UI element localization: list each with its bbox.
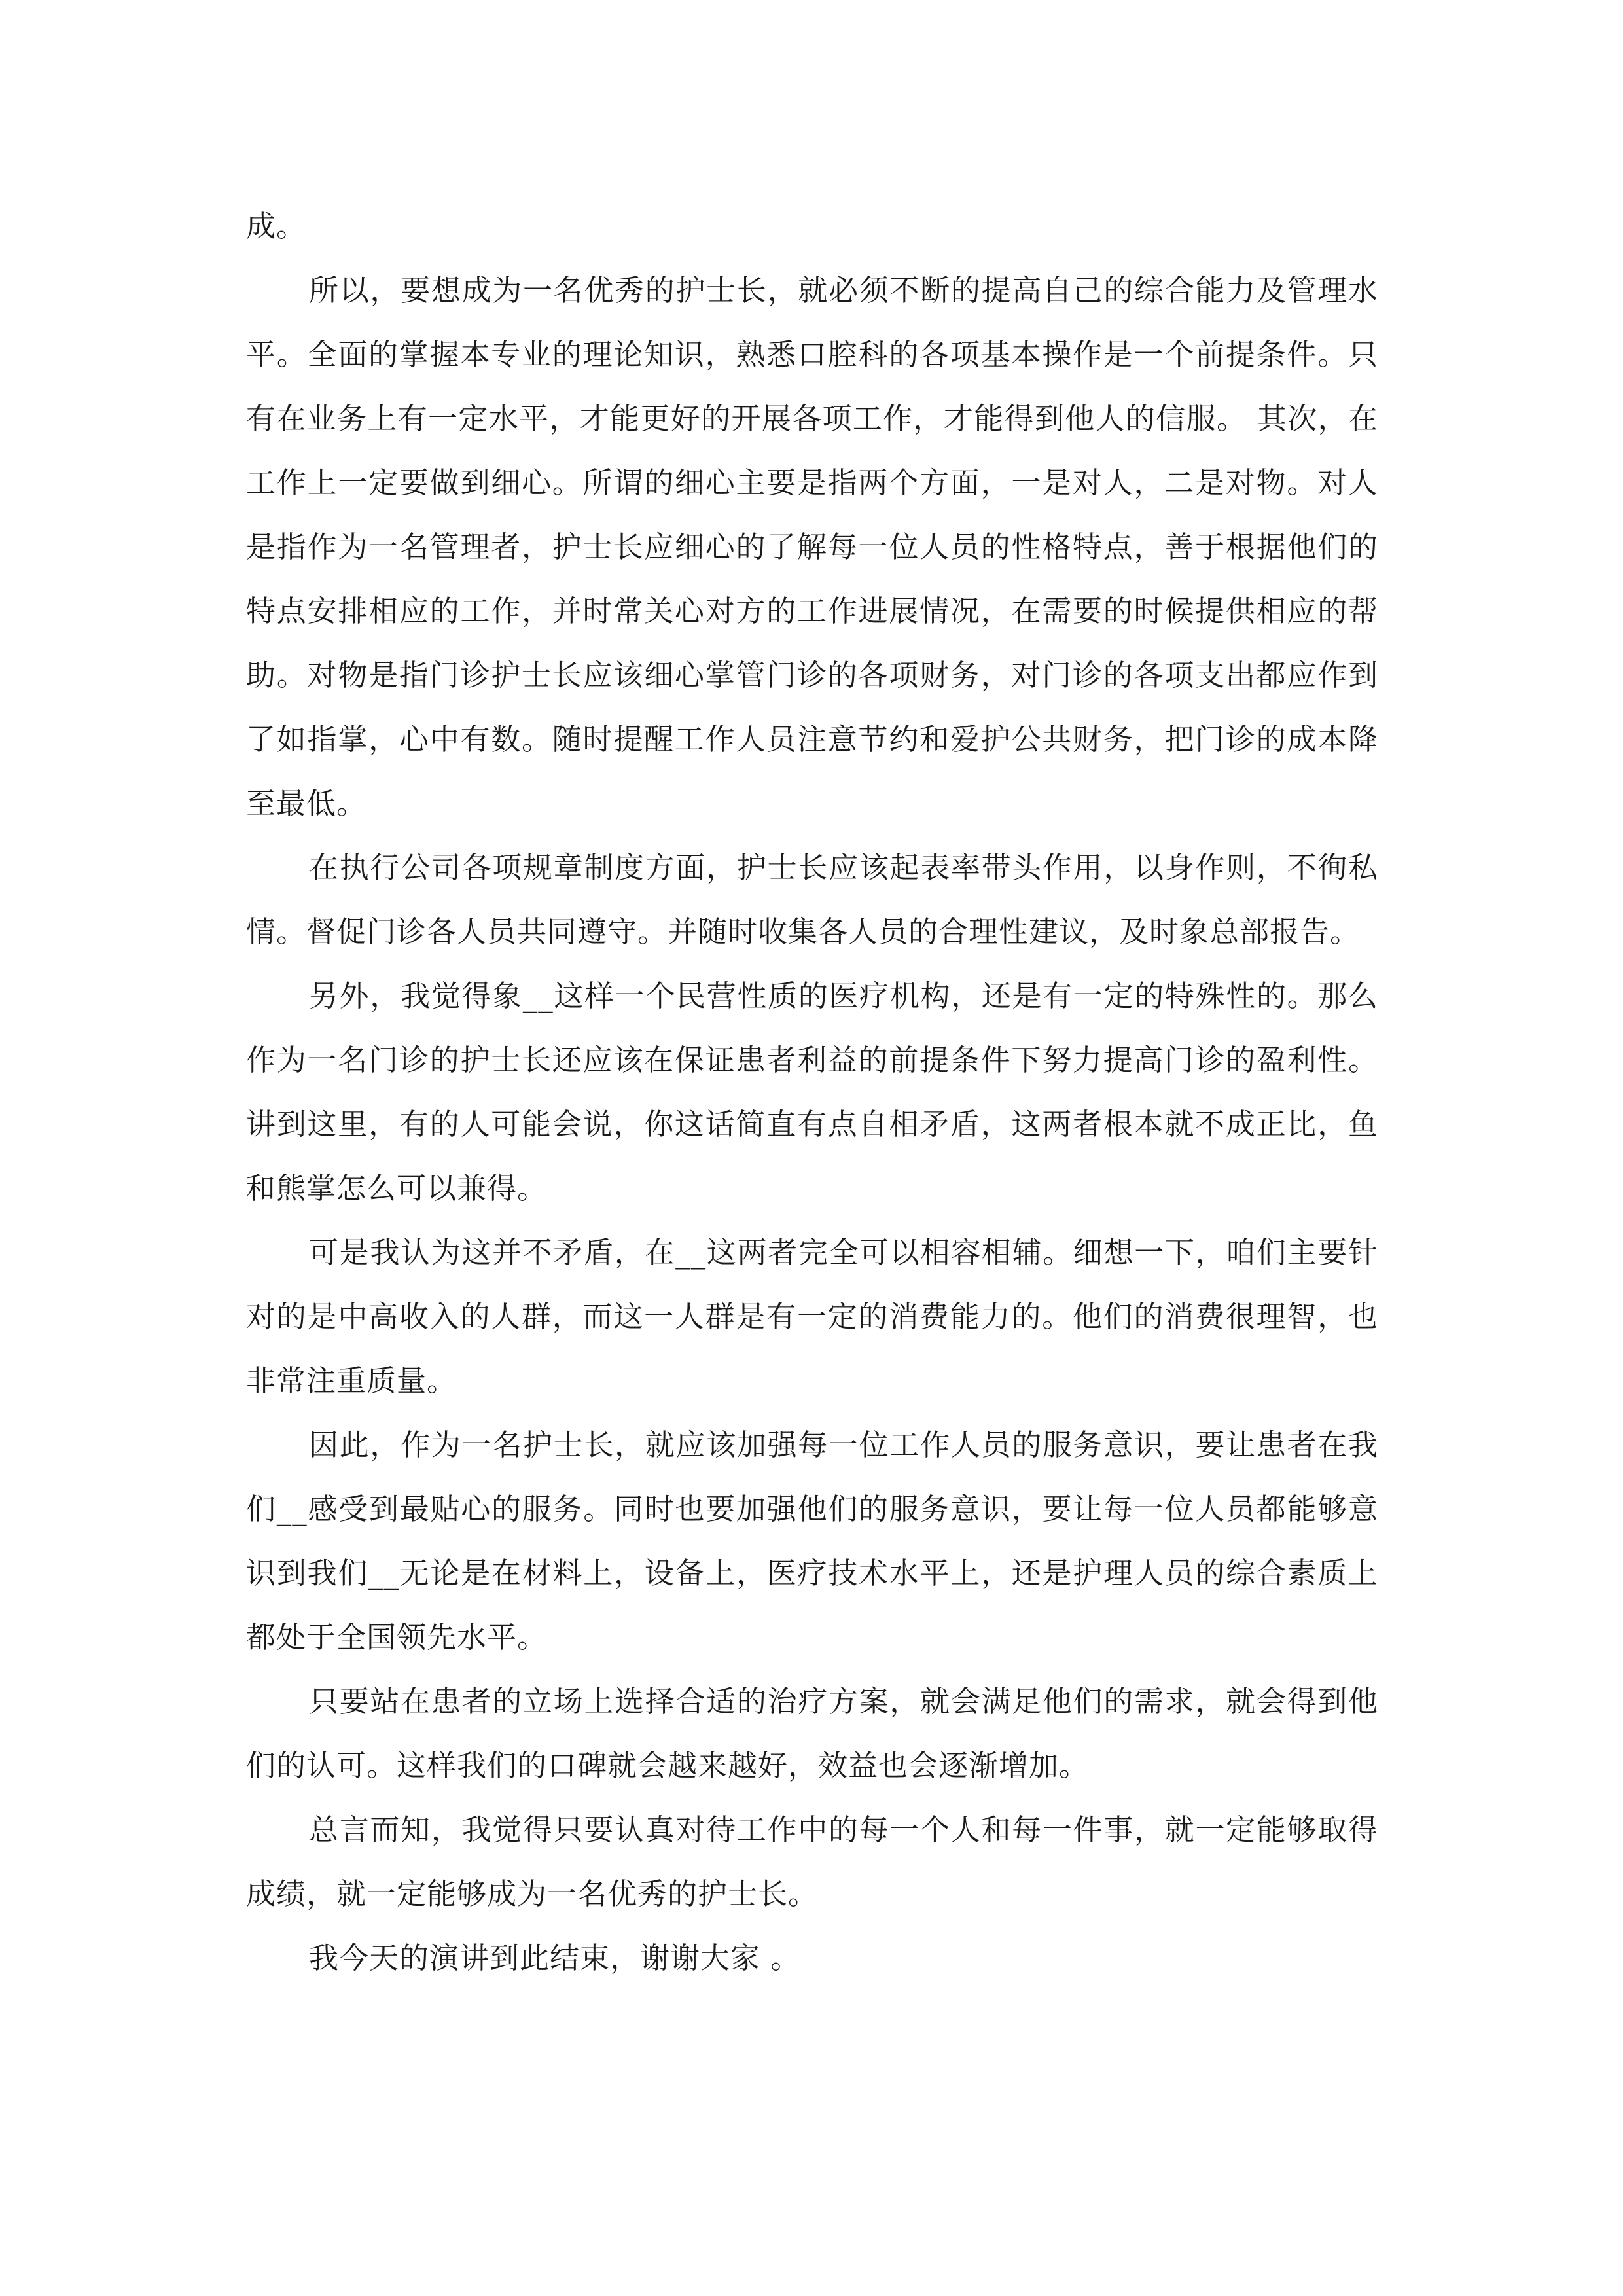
paragraph-1: 成。 [246, 209, 307, 243]
paragraph-6: 因此，作为一名护士长，就应该加强每一位工作人员的服务意识，要让患者在我们__感受到最贴心的服务。同时也要加强他们的服务意识，要让每一位人员都能够意识到我们__无论是在材料上，设备上，医疗技术水平上，还是护理人员的综合素质上都处于全国领先水平。 [246, 1427, 1378, 1655]
document-body [246, 194, 1378, 1990]
paragraph-9: 我今天的演讲到此结束，谢谢大家 。 [309, 1941, 801, 1975]
paragraph-2: 所以，要想成为一名优秀的护士长，就必须不断的提高自己的综合能力及管理水平。全面的掌握本专业的理论知识，熟悉口腔科的各项基本操作是一个前提条件。只有在业务上有一定水平，才能更好的开展各项工作，才能得到他人的信服。 其次，在工作上一定要做到细心。所谓的细心主要是指两个方面，一是对人，二是对物。对人是指作为一名管理者，护士长应细心的了解每一位人员的性格特点，善于根据他们的特点安排相应的工作，并时常关心对方的工作进展情况，在需要的时候提供相应的帮助。对物是指门诊护士长应该细心掌管门诊的各项财务，对门诊的各项支出都应作到了如指掌，心中有数。随时提醒工作人员注意节约和爱护公共财务，把门诊的成本降至最低。 [246, 273, 1378, 821]
paragraph-8: 总言而知，我觉得只要认真对待工作中的每一个人和每一件事，就一定能够取得成绩，就一定能够成为一名优秀的护士长。 [246, 1812, 1378, 1911]
paragraph-3: 在执行公司各项规章制度方面，护士长应该起表率带头作用，以身作则，不徇私情。督促门诊各人员共同遵守。并随时收集各人员的合理性建议，及时象总部报告。 [246, 850, 1378, 949]
paragraph-7: 只要站在患者的立场上选择合适的治疗方案，就会满足他们的需求，就会得到他们的认可。这样我们的口碑就会越来越好，效益也会逐渐增加。 [246, 1684, 1378, 1783]
paragraph-5: 可是我认为这并不矛盾，在__这两者完全可以相容相辅。细想一下，咱们主要针对的是中高收入的人群，而这一人群是有一定的消费能力的。他们的消费很理智，也非常注重质量。 [246, 1235, 1378, 1398]
paragraph-4: 另外，我觉得象__这样一个民营性质的医疗机构，还是有一定的特殊性的。那么作为一名门诊的护士长还应该在保证患者利益的前提条件下努力提高门诊的盈利性。讲到这里，有的人可能会说，你这话简直有点自相矛盾，这两者根本就不成正比，鱼和熊掌怎么可以兼得。 [246, 978, 1378, 1206]
